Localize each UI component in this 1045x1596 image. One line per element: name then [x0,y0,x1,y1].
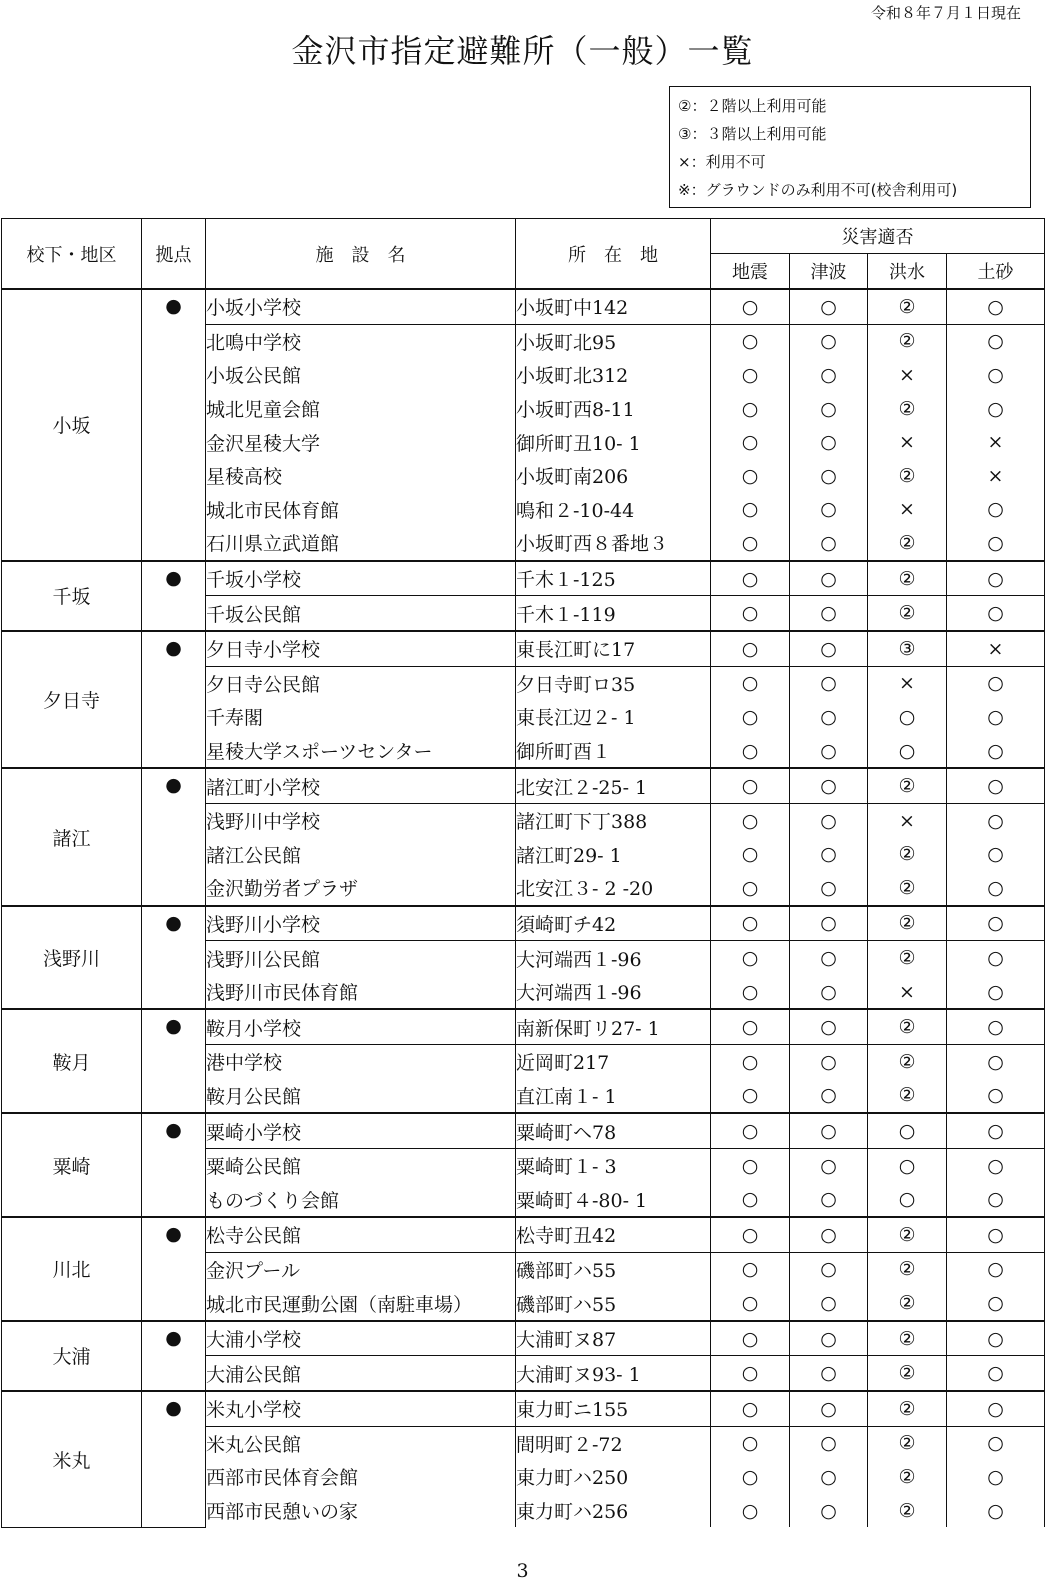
address: 大河端西１-96 [516,941,711,975]
as-of-date: 令和８年７月１日現在 [870,4,1021,22]
flood-status: ② [868,526,947,561]
tsunami-status: ○ [790,526,868,561]
district-cell: 千坂 [2,561,142,631]
flood-status: ○ [868,700,947,734]
address: 鳴和２-10-44 [516,493,711,527]
earthquake-status: ○ [711,666,790,700]
earthquake-status: ○ [711,1391,790,1426]
address: 夕日寺町ロ35 [516,666,711,700]
address: 東長江町に17 [516,631,711,666]
tsunami-status: ○ [790,1009,868,1044]
facility-name: 粟崎小学校 [206,1113,516,1148]
earthquake-status: ○ [711,734,790,769]
landslide-status: ○ [947,666,1045,700]
landslide-status: ○ [947,392,1045,426]
hub-cell [142,289,206,561]
address: 磯部町ハ55 [516,1252,711,1286]
landslide-status: × [947,425,1045,459]
facility-name: 千坂小学校 [206,561,516,596]
earthquake-status: ○ [711,425,790,459]
flood-status: ② [868,1217,947,1252]
earthquake-status: ○ [711,803,790,837]
facility-name: 北鳴中学校 [206,324,516,358]
flood-status: ② [868,1321,947,1356]
earthquake-status: ○ [711,459,790,493]
landslide-status: ○ [947,324,1045,358]
landslide-status: ○ [947,1356,1045,1391]
table-row [2,1217,1045,1252]
legend-item: ×：利用不可 [678,153,766,171]
earthquake-status: ○ [711,1356,790,1391]
landslide-status: ○ [947,1391,1045,1426]
landslide-status: ○ [947,1113,1045,1148]
table-row [2,1113,1045,1148]
flood-status: ② [868,596,947,631]
table-row [2,289,1045,324]
hub-cell [142,1217,206,1321]
flood-status: ② [868,1252,947,1286]
landslide-status: ○ [947,561,1045,596]
hub-marker: ● [165,1015,182,1038]
table-row [2,1321,1045,1356]
tsunami-status: ○ [790,1494,868,1528]
hub-marker: ● [165,1326,182,1349]
earthquake-status: ○ [711,1426,790,1460]
district-cell: 川北 [2,1217,142,1321]
tsunami-status: ○ [790,1460,868,1494]
flood-status: ③ [868,631,947,666]
earthquake-status: ○ [711,941,790,975]
address: 大浦町ヌ93- 1 [516,1356,711,1391]
tsunami-status: ○ [790,700,868,734]
hub-marker: ● [165,1223,182,1246]
flood-status: ② [868,906,947,941]
earthquake-status: ○ [711,358,790,392]
flood-status: × [868,666,947,700]
flood-status: × [868,803,947,837]
hub-cell [142,1391,206,1527]
address: 小坂町西８番地３ [516,526,711,561]
district-cell: 粟崎 [2,1113,142,1217]
landslide-status: ○ [947,1182,1045,1217]
landslide-status: ○ [947,1009,1045,1044]
landslide-status: ○ [947,768,1045,803]
flood-status: × [868,493,947,527]
address: 小坂町北95 [516,324,711,358]
facility-name: 千寿閣 [206,700,516,734]
flood-status: ② [868,1286,947,1321]
facility-name: 小坂小学校 [206,289,516,324]
district-cell: 夕日寺 [2,631,142,768]
page-number: 3 [516,1560,529,1582]
address: 御所町酉１ [516,734,711,769]
facility-name: 浅野川小学校 [206,906,516,941]
tsunami-status: ○ [790,871,868,906]
earthquake-status: ○ [711,1252,790,1286]
facility-name: 星稜高校 [206,459,516,493]
tsunami-status: ○ [790,1356,868,1391]
legend-item: ③：３階以上利用可能 [678,125,827,143]
tsunami-status: ○ [790,459,868,493]
address: 直江南１- 1 [516,1079,711,1114]
facility-name: 大浦小学校 [206,1321,516,1356]
hub-marker: ● [165,1119,182,1142]
tsunami-status: ○ [790,1321,868,1356]
address: 大浦町ヌ87 [516,1321,711,1356]
hub-marker: ● [165,911,182,934]
address: 東力町ハ250 [516,1460,711,1494]
legend-item: ②：２階以上利用可能 [678,97,827,115]
flood-status: ② [868,838,947,872]
legend-item: ※：グラウンドのみ利用不可(校舎利用可) [678,181,958,199]
facility-name: ものづくり会館 [206,1182,516,1217]
facility-name: 米丸公民館 [206,1426,516,1460]
earthquake-status: ○ [711,1217,790,1252]
tsunami-status: ○ [790,596,868,631]
tsunami-status: ○ [790,941,868,975]
facility-name: 石川県立武道館 [206,526,516,561]
flood-status: ○ [868,1182,947,1217]
facility-name: 浅野川中学校 [206,803,516,837]
earthquake-status: ○ [711,838,790,872]
earthquake-status: ○ [711,871,790,906]
earthquake-status: ○ [711,768,790,803]
table-row [2,631,1045,666]
hub-marker: ● [165,295,182,317]
tsunami-status: ○ [790,358,868,392]
flood-status: ○ [868,1113,947,1148]
header-tsunami: 津波 [790,254,868,290]
flood-status: ② [868,1045,947,1079]
tsunami-status: ○ [790,1148,868,1182]
facility-name: 松寺公民館 [206,1217,516,1252]
earthquake-status: ○ [711,289,790,324]
landslide-status: ○ [947,1079,1045,1114]
landslide-status: × [947,459,1045,493]
facility-name: 諸江町小学校 [206,768,516,803]
earthquake-status: ○ [711,596,790,631]
district-cell: 米丸 [2,1391,142,1527]
flood-status: ② [868,1460,947,1494]
flood-status: ② [868,289,947,324]
legend-box [669,86,1031,208]
table-row [2,768,1045,803]
table-row [2,906,1045,941]
header-hub: 拠点 [142,219,206,290]
flood-status: × [868,358,947,392]
hub-cell [142,631,206,768]
landslide-status: ○ [947,289,1045,324]
district-cell: 諸江 [2,768,142,905]
tsunami-status: ○ [790,906,868,941]
earthquake-status: ○ [711,975,790,1010]
facility-name: 金沢勤労者プラザ [206,871,516,906]
table-row [2,561,1045,596]
earthquake-status: ○ [711,700,790,734]
tsunami-status: ○ [790,1391,868,1426]
address: 東力町ニ155 [516,1391,711,1426]
tsunami-status: ○ [790,425,868,459]
facility-name: 城北児童会館 [206,392,516,426]
facility-name: 夕日寺小学校 [206,631,516,666]
tsunami-status: ○ [790,1217,868,1252]
landslide-status: ○ [947,596,1045,631]
flood-status: ② [868,324,947,358]
facility-name: 粟崎公民館 [206,1148,516,1182]
tsunami-status: ○ [790,1426,868,1460]
facility-name: 諸江公民館 [206,838,516,872]
flood-status: ② [868,561,947,596]
address: 小坂町中142 [516,289,711,324]
earthquake-status: ○ [711,526,790,561]
earthquake-status: ○ [711,631,790,666]
district-cell: 大浦 [2,1321,142,1391]
address: 諸江町下丁388 [516,803,711,837]
earthquake-status: ○ [711,392,790,426]
landslide-status: ○ [947,1460,1045,1494]
facility-name: 大浦公民館 [206,1356,516,1391]
hub-cell [142,1009,206,1113]
header-facility: 施 設 名 [206,219,516,290]
address: 間明町２-72 [516,1426,711,1460]
shelter-table [1,218,1045,1528]
landslide-status: ○ [947,871,1045,906]
facility-name: 米丸小学校 [206,1391,516,1426]
earthquake-status: ○ [711,1113,790,1148]
flood-status: ② [868,1426,947,1460]
facility-name: 鞍月公民館 [206,1079,516,1114]
facility-name: 浅野川市民体育館 [206,975,516,1010]
landslide-status: ○ [947,1286,1045,1321]
hub-cell [142,561,206,631]
header-flood: 洪水 [868,254,947,290]
flood-status: ② [868,1356,947,1391]
district-cell: 小坂 [2,289,142,561]
flood-status: ② [868,941,947,975]
facility-name: 金沢プール [206,1252,516,1286]
header-address: 所 在 地 [516,219,711,290]
tsunami-status: ○ [790,768,868,803]
landslide-status: ○ [947,1252,1045,1286]
address: 小坂町北312 [516,358,711,392]
earthquake-status: ○ [711,1494,790,1528]
earthquake-status: ○ [711,1286,790,1321]
facility-name: 港中学校 [206,1045,516,1079]
earthquake-status: ○ [711,1182,790,1217]
address: 千木１-125 [516,561,711,596]
address: 粟崎町４-80- 1 [516,1182,711,1217]
earthquake-status: ○ [711,1045,790,1079]
earthquake-status: ○ [711,1321,790,1356]
earthquake-status: ○ [711,324,790,358]
hub-marker: ● [165,1397,182,1419]
flood-status: ② [868,871,947,906]
page-title: 金沢市指定避難所（一般）一覧 [291,32,754,70]
hub-cell [142,1321,206,1391]
tsunami-status: ○ [790,493,868,527]
address: 粟崎町１- 3 [516,1148,711,1182]
earthquake-status: ○ [711,493,790,527]
facility-name: 星稜大学スポーツセンター [206,734,516,769]
landslide-status: ○ [947,1217,1045,1252]
header-earthquake: 地震 [711,254,790,290]
hub-cell [142,906,206,1010]
header-district: 校下・地区 [2,219,142,290]
landslide-status: ○ [947,838,1045,872]
landslide-status: ○ [947,700,1045,734]
flood-status: ② [868,768,947,803]
flood-status: ② [868,392,947,426]
facility-name: 西部市民憩いの家 [206,1494,516,1528]
tsunami-status: ○ [790,803,868,837]
tsunami-status: ○ [790,1113,868,1148]
tsunami-status: ○ [790,392,868,426]
earthquake-status: ○ [711,1148,790,1182]
tsunami-status: ○ [790,1182,868,1217]
tsunami-status: ○ [790,289,868,324]
tsunami-status: ○ [790,1079,868,1114]
tsunami-status: ○ [790,561,868,596]
hub-marker: ● [165,774,182,797]
flood-status: ② [868,1494,947,1528]
hub-marker: ● [165,636,182,659]
address: 須崎町チ42 [516,906,711,941]
landslide-status: ○ [947,734,1045,769]
tsunami-status: ○ [790,324,868,358]
address: 御所町丑10- 1 [516,425,711,459]
landslide-status: ○ [947,1321,1045,1356]
facility-name: 金沢星稜大学 [206,425,516,459]
table-body [2,289,1045,1527]
facility-name: 西部市民体育会館 [206,1460,516,1494]
facility-name: 浅野川公民館 [206,941,516,975]
flood-status: × [868,975,947,1010]
facility-name: 夕日寺公民館 [206,666,516,700]
landslide-status: ○ [947,975,1045,1010]
flood-status: ○ [868,734,947,769]
address: 北安江２-25- 1 [516,768,711,803]
district-cell: 鞍月 [2,1009,142,1113]
address: 東長江辺２- 1 [516,700,711,734]
address: 東力町ハ256 [516,1494,711,1528]
tsunami-status: ○ [790,1286,868,1321]
hub-cell [142,1113,206,1217]
earthquake-status: ○ [711,1009,790,1044]
hub-marker: ● [165,566,182,589]
landslide-status: ○ [947,803,1045,837]
facility-name: 城北市民体育館 [206,493,516,527]
header-landslide: 土砂 [947,254,1045,290]
address: 近岡町217 [516,1045,711,1079]
facility-name: 小坂公民館 [206,358,516,392]
earthquake-status: ○ [711,906,790,941]
flood-status: ② [868,459,947,493]
address: 粟崎町ヘ78 [516,1113,711,1148]
landslide-status: ○ [947,1494,1045,1528]
flood-status: ② [868,1009,947,1044]
address: 磯部町ハ55 [516,1286,711,1321]
address: 諸江町29- 1 [516,838,711,872]
landslide-status: × [947,631,1045,666]
address: 南新保町リ27- 1 [516,1009,711,1044]
landslide-status: ○ [947,358,1045,392]
landslide-status: ○ [947,1148,1045,1182]
landslide-status: ○ [947,526,1045,561]
address: 松寺町丑42 [516,1217,711,1252]
tsunami-status: ○ [790,1045,868,1079]
address: 北安江３- 2 -20 [516,871,711,906]
tsunami-status: ○ [790,838,868,872]
facility-name: 城北市民運動公園（南駐車場） [206,1286,516,1321]
flood-status: ② [868,1079,947,1114]
table-row [2,1009,1045,1044]
earthquake-status: ○ [711,561,790,596]
hub-cell [142,768,206,905]
table-row [2,1391,1045,1426]
earthquake-status: ○ [711,1460,790,1494]
header-disaster: 災害適否 [711,219,1045,254]
facility-name: 千坂公民館 [206,596,516,631]
landslide-status: ○ [947,1426,1045,1460]
facility-name: 鞍月小学校 [206,1009,516,1044]
flood-status: × [868,425,947,459]
landslide-status: ○ [947,1045,1045,1079]
tsunami-status: ○ [790,734,868,769]
landslide-status: ○ [947,941,1045,975]
flood-status: ② [868,1391,947,1426]
address: 小坂町西8-11 [516,392,711,426]
tsunami-status: ○ [790,1252,868,1286]
district-cell: 浅野川 [2,906,142,1010]
tsunami-status: ○ [790,975,868,1010]
tsunami-status: ○ [790,631,868,666]
landslide-status: ○ [947,493,1045,527]
earthquake-status: ○ [711,1079,790,1114]
tsunami-status: ○ [790,666,868,700]
address: 小坂町南206 [516,459,711,493]
address: 千木１-119 [516,596,711,631]
landslide-status: ○ [947,906,1045,941]
flood-status: ○ [868,1148,947,1182]
address: 大河端西１-96 [516,975,711,1010]
